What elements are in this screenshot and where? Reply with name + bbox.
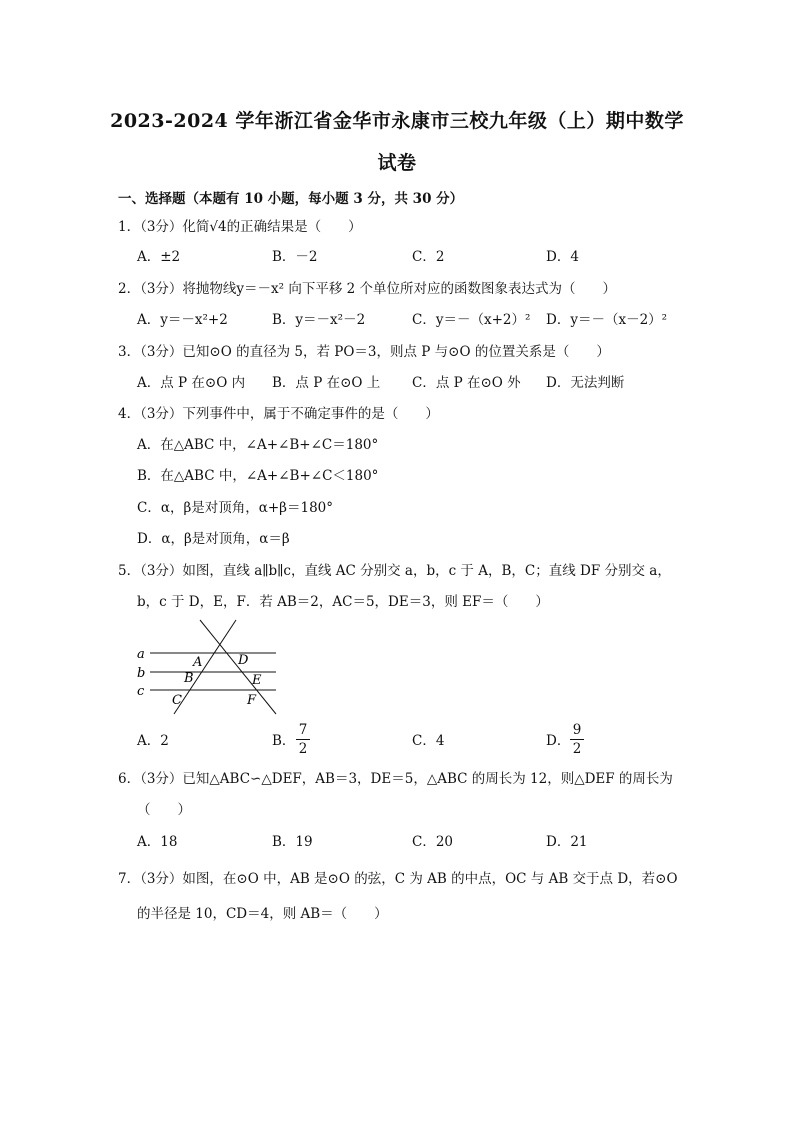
q5-option-b-fraction (296, 722, 310, 757)
fraction-numerator: 7 (298, 722, 308, 738)
label-D: D (238, 653, 249, 668)
exam-title-line2: 试卷 (377, 152, 417, 174)
q4-option-b: B．在△ABC 中，∠A+∠B+∠C＜180° (137, 468, 379, 484)
label-B: B (184, 671, 194, 686)
q4-option-c: C．α，β是对顶角，α+β＝180° (137, 500, 334, 516)
q3-option-b: B．点 P 在⊙O 上 (272, 375, 381, 391)
fraction-numerator: 9 (572, 722, 582, 738)
label-C: C (172, 693, 182, 708)
fraction-denominator: 2 (572, 741, 582, 757)
q5-option-a: A．2 (137, 733, 169, 749)
q1-option-a: A．±2 (137, 249, 181, 265)
exam-title-line1: 2023-2024 学年浙江省金华市永康市三校九年级（上）期中数学 (110, 110, 684, 132)
label-c: c (137, 684, 145, 699)
q2-option-b: B．y＝－x²－2 (272, 312, 366, 328)
q6-option-d: D．21 (546, 834, 588, 850)
question-7-stem-line1: 7．（3分）如图，在⊙O 中，AB 是⊙O 的弦，C 为 AB 的中点，OC 与 AB 交于点 D，若⊙O (118, 871, 678, 887)
q6-option-b: B．19 (272, 834, 313, 850)
fraction-bar (570, 739, 584, 740)
line-ac (174, 620, 236, 714)
q1-option-c: C．2 (412, 249, 445, 265)
section-heading: 一、选择题（本题有 10 小题，每小题 3 分，共 30 分） (118, 191, 464, 207)
question-4-stem: 4．（3分）下列事件中，属于不确定事件的是（ ） (118, 406, 439, 422)
label-a: a (137, 647, 145, 662)
q5-option-c: C．4 (412, 733, 445, 749)
question-5-stem-line2: b，c 于 D，E，F．若 AB＝2，AC＝5，DE＝3，则 EF＝（ ） (137, 594, 549, 610)
q4-option-d: D．α，β是对顶角，α＝β (137, 531, 290, 547)
q6-option-a: A．18 (137, 834, 178, 850)
q3-option-c: C．点 P 在⊙O 外 (412, 375, 521, 391)
q2-option-d: D．y＝－（x－2）² (546, 312, 668, 328)
q5-option-d-fraction (570, 722, 584, 757)
question-2-stem: 2．（3分）将抛物线y＝－x² 向下平移 2 个单位所对应的函数图象表达式为（ ） (118, 281, 617, 297)
fraction-denominator: 2 (298, 741, 308, 757)
q1-option-b: B．－2 (272, 249, 318, 265)
q4-option-a: A．在△ABC 中，∠A+∠B+∠C＝180° (137, 437, 379, 453)
q2-option-a: A．y＝－x²+2 (137, 312, 228, 328)
label-A: A (193, 655, 203, 670)
question-1-stem: 1．（3分）化简√4的正确结果是（ ） (118, 219, 362, 235)
q3-option-a: A．点 P 在⊙O 内 (137, 375, 246, 391)
label-b: b (137, 666, 146, 681)
q5-parallel-lines-figure (130, 615, 290, 715)
q6-option-c: C．20 (412, 834, 454, 850)
question-6-stem-line1: 6．（3分）已知△ABC∽△DEF，AB＝3，DE＝5，△ABC 的周长为 12，则△DEF 的周长为 (118, 771, 673, 787)
fraction-bar (296, 739, 310, 740)
q5-option-b: B． (272, 733, 296, 749)
q3-option-d: D．无法判断 (546, 375, 625, 391)
question-6-stem-line2: （ ） (137, 802, 191, 818)
question-3-stem: 3．（3分）已知⊙O 的直径为 5，若 PO＝3，则点 P 与⊙O 的位置关系是（ ） (118, 344, 610, 360)
q2-option-c: C．y＝－（x+2）² (412, 312, 531, 328)
question-7-stem-line2: 的半径是 10，CD＝4，则 AB＝（ ） (137, 906, 388, 922)
question-5-stem-line1: 5．（3分）如图，直线 a∥b∥c，直线 AC 分别交 a，b，c 于 A，B，C；直线 DF 分别交 a， (118, 563, 671, 579)
q5-option-d: D． (546, 733, 571, 749)
q1-option-d: D．4 (546, 249, 579, 265)
label-E: E (252, 673, 262, 688)
label-F: F (247, 693, 257, 708)
